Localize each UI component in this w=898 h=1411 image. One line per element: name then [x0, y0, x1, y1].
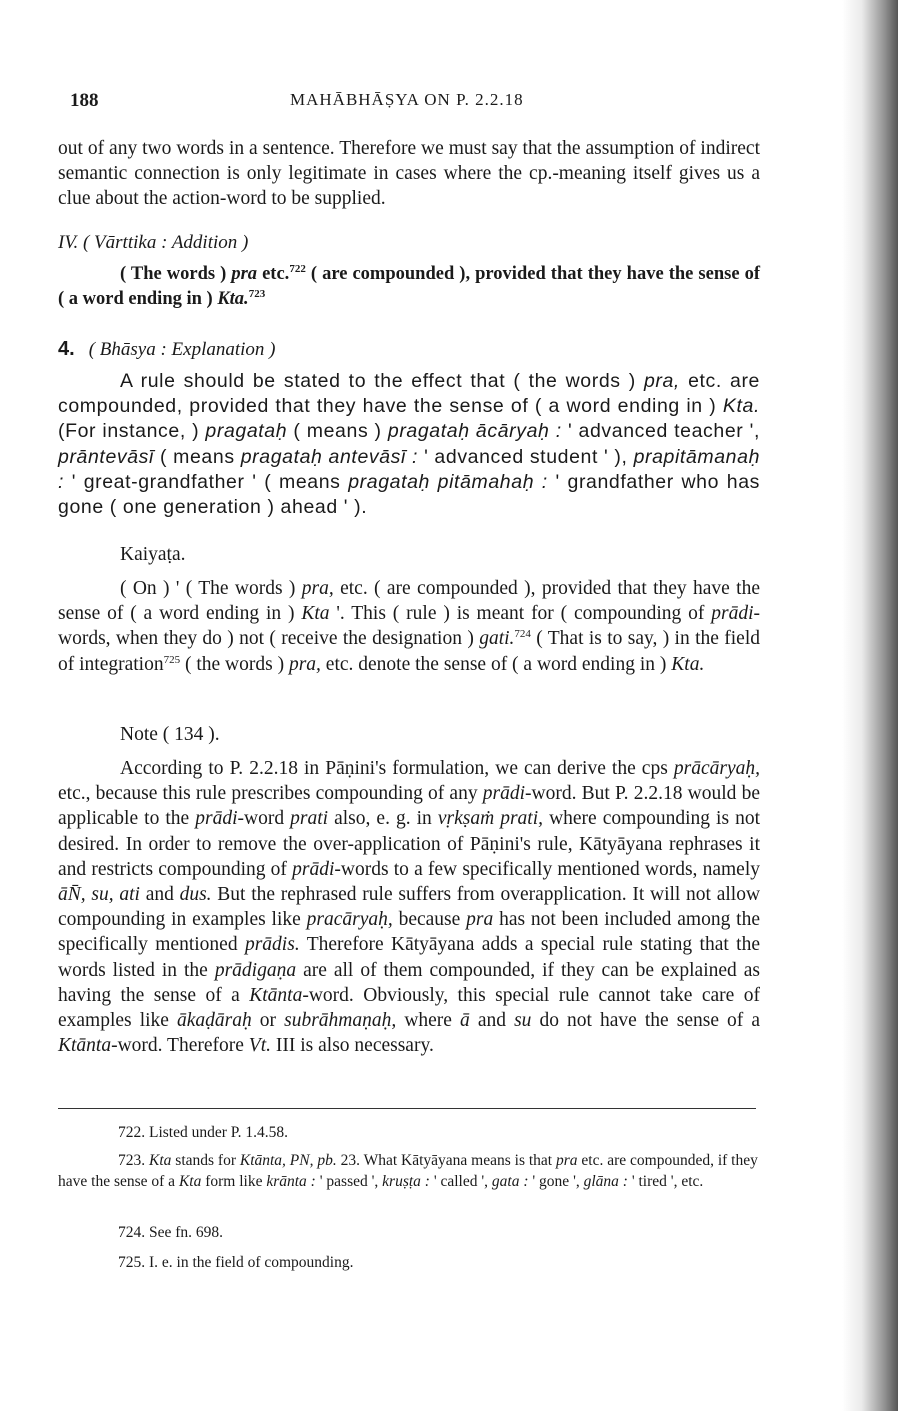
varttika-section [58, 232, 760, 312]
note-section [58, 722, 760, 1058]
kaiyata-section [58, 542, 760, 677]
footnote-723: 723. Kta stands for Ktānta, PN, pb. 23. What Kātyāyana means is that pra etc. are compounded, if they have the sense of a Kta form like krānta : ' passed ', kruṣṭa : ' called ', gata : ' gone ', glāna : ' tired ', etc. [58, 1152, 758, 1190]
page-header [58, 90, 758, 116]
note-heading: Note ( 134 ). [120, 724, 220, 745]
note-text: According to P. 2.2.18 in Pāṇini's formulation, we can derive the cps prācāryaḥ, etc., because this rule prescribes compounding of any prādi-word. But P. 2.2.18 would be applicable to the prādi-word prati also, e. g. in vṛkṣaṁ prati, where compounding is not desired. In order to remove the over-application of Pāṇini's rule, Kātyāyana rephrases it and restricts compounding of prādi-words to a few specifically mentioned words, namely āN̄, su, ati and dus. But the rephrased rule suffers from overapplication. It will not allow compounding in examples like pracāryaḥ, because pra has not been included among the specifically mentioned prādis. Therefore Kātyāyana adds a special rule stating that the words listed in the prādigaṇa are all of them compounded, if they can be explained as having the sense of a Ktānta-word. Obviously, this special rule cannot take care of examples like ākaḍāraḥ or subrāhmaṇaḥ, where ā and su do not have the sense of a Ktānta-word. Therefore Vt. III is also necessary. [58, 758, 761, 1057]
footnote-divider [58, 1108, 756, 1109]
bhasya-text: A rule should be stated to the effect that ( the words ) pra, etc. are compounded, provided that they have the sense of ( a word ending in ) Kta. (For instance, ) pragataḥ ( means ) pragataḥ ācāryaḥ : ' advanced teacher ', prāntevāsī ( means pragataḥ antevāsī : ' advanced student ' ), prapitāmanaḥ : ' great-grandfather ' ( means pragataḥ pitāmahaḥ : ' grandfather who has gone ( one generation ) ahead ' ). [58, 370, 761, 519]
footnote-722: 722. Listed under P. 1.4.58. [118, 1124, 289, 1141]
scan-shadow-edge [842, 0, 898, 1411]
bhasya-section [58, 338, 760, 520]
footnote-724: 724. See fn. 698. [118, 1224, 224, 1241]
varttika-heading: IV. ( Vārttika : Addition ) [58, 232, 249, 253]
intro-text: out of any two words in a sentence. Therefore we must say that the assumption of indirect semantic connection is only legitimate in cases where the cp.-meaning itself gives us a clue about the action-word to be supplied. [58, 138, 760, 210]
page-number: 188 [70, 90, 99, 111]
bhasya-heading: 4. ( Bhāsya : Explanation ) [58, 338, 276, 360]
kaiyata-text: ( On ) ' ( The words ) pra, etc. ( are compounded ), provided that they have the sense of ( a word ending in ) Kta '. This ( rule ) is meant for ( compounding of prādi-words, when they do ) not ( receive the designation ) gati.$^{724}$ ( That is to say, ) in the field of integration$^{725}$ ( the words ) pra, etc. denote the sense of ( a word ending in ) Kta. [58, 578, 761, 675]
varttika-text: ( The words ) pra etc.$^{722}$ ( are compounded ), provided that they have the sense of ( a word ending in ) Kta.$^{723}$ [58, 263, 760, 309]
running-title: MAHĀBHĀṢYA ON P. 2.2.18 [290, 90, 524, 109]
footnote-725: 725. I. e. in the field of compounding. [118, 1254, 354, 1271]
intro-paragraph [58, 136, 760, 212]
section-number: 4. [58, 338, 75, 360]
kaiyata-heading: Kaiyaṭa. [120, 544, 186, 565]
